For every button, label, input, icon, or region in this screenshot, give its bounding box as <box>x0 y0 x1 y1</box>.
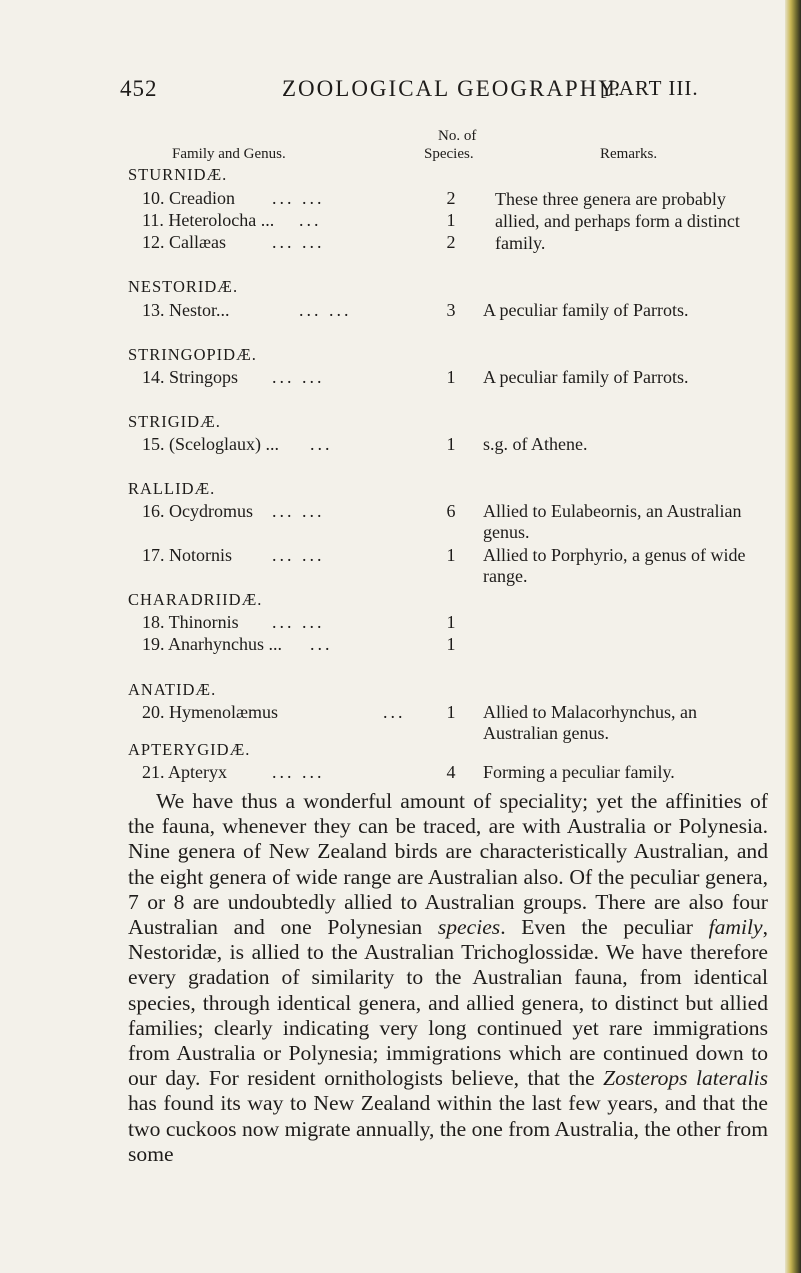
paragraph-text: has found its way to New Zealand within the last few years, and that the two cuckoos now migrate annually, the one from Australia, the other from some <box>128 1091 768 1166</box>
species-count-header-line1: No. of <box>438 128 477 144</box>
family-heading: ANATIDÆ. <box>128 680 217 699</box>
remarks-header: Remarks. <box>600 146 658 162</box>
remark-text: Allied to Eulabeornis, an Australian genus. <box>483 501 742 542</box>
family-heading: STURNIDÆ. <box>128 165 228 184</box>
species-count: 3 <box>446 300 456 320</box>
page-edge-shadow <box>785 0 801 1273</box>
genus-name: 12. Callæas <box>142 232 226 252</box>
genus-name: 17. Notornis <box>142 545 232 565</box>
genus-name: 13. Nestor... <box>142 300 230 320</box>
species-count: 1 <box>446 210 456 230</box>
genus-name: 11. Heterolocha ... <box>142 210 275 230</box>
paragraph-text: We have thus a wonderful amount of speciality; yet the affinities of the fauna, whenever they can be traced, are with Australia or Polynesia. Nine genera of New Zealand birds are characteristically Australian, and the eight genera of wide range are Australian also. Of the peculiar genera, 7 or 8 are undoubtedly allied to Australian groups. There are also four Australian and one Polynesian <box>128 789 768 940</box>
remark-text: Allied to Porphyrio, a genus of wide range. <box>483 545 746 586</box>
genus-name: 15. (Sceloglaux) ... <box>142 434 279 454</box>
family-heading: STRINGOPIDÆ. <box>128 345 257 364</box>
family-genus-header: Family and Genus. <box>172 146 286 162</box>
species-count-header-line2: Species. <box>424 146 474 162</box>
species-count: 1 <box>446 434 456 454</box>
leader-dots: ... ... <box>272 762 325 782</box>
genus-name: 20. Hymenolæmus <box>142 702 279 722</box>
genus-name: 16. Ocydromus <box>142 501 253 521</box>
leader-dots: ... ... <box>272 367 325 387</box>
genus-name: 14. Stringops <box>142 367 239 387</box>
species-count: 2 <box>446 188 456 208</box>
leader-dots: ... ... <box>299 300 352 320</box>
page-number: 452 <box>120 76 158 101</box>
leader-dots: ... ... <box>272 232 325 252</box>
remark-text: s.g. of Athene. <box>483 434 588 454</box>
genus-name: 19. Anarhynchus ... <box>142 634 282 654</box>
paragraph-text: , Nestoridæ, is allied to the Australian Trichoglossidæ. We have therefore every gradation of similarity to the Australian fauna, from identical species, through identical genera, and allied genera, to distinct but allied families; clearly indicating very long continued yet rare immigrations from Australia or Polynesia; immigrations which are continued down to our day. For resident ornithologists believe, that the <box>128 915 769 1091</box>
part-label: [PART III. <box>600 76 699 100</box>
remark-text: These three genera are probably allied, and perhaps form a distinct family. <box>495 189 740 253</box>
leader-dots: ... <box>383 702 406 722</box>
species-count: 1 <box>446 545 456 565</box>
genus-name: 21. Apteryx <box>142 762 227 782</box>
remark-text: Allied to Malacorhynchus, an Australian genus. <box>483 702 697 743</box>
leader-dots: ... <box>310 434 333 454</box>
family-heading: STRIGIDÆ. <box>128 412 221 431</box>
family-heading: RALLIDÆ. <box>128 479 216 498</box>
leader-dots: ... ... <box>272 188 325 208</box>
family-heading: NESTORIDÆ. <box>128 277 239 296</box>
italic-species-name: Zosterops lateralis <box>603 1066 768 1091</box>
species-count: 2 <box>446 232 456 252</box>
family-heading: APTERYGIDÆ. <box>128 740 251 759</box>
leader-dots: ... ... <box>272 612 325 632</box>
remark-text: A peculiar family of Parrots. <box>483 367 689 387</box>
genus-name: 10. Creadion <box>142 188 235 208</box>
leader-dots: ... ... <box>272 545 325 565</box>
paragraph-text: . Even the peculiar <box>500 915 709 940</box>
species-count: 4 <box>446 762 456 782</box>
page-title: ZOOLOGICAL GEOGRAPHY. <box>282 76 622 101</box>
species-count: 1 <box>446 367 456 387</box>
body-paragraph <box>128 789 768 1167</box>
species-count: 1 <box>446 612 456 632</box>
italic-term: family <box>708 915 763 940</box>
remark-text: Forming a peculiar family. <box>483 762 675 782</box>
italic-term: species <box>437 915 501 940</box>
leader-dots: ... <box>299 210 322 230</box>
remark-text: A peculiar family of Parrots. <box>483 300 689 320</box>
leader-dots: ... ... <box>272 501 325 521</box>
species-count: 6 <box>446 501 456 521</box>
genus-name: 18. Thinornis <box>142 612 239 632</box>
leader-dots: ... <box>310 634 333 654</box>
species-count: 1 <box>446 702 456 722</box>
species-count: 1 <box>446 634 456 654</box>
family-heading: CHARADRIIDÆ. <box>128 590 263 609</box>
